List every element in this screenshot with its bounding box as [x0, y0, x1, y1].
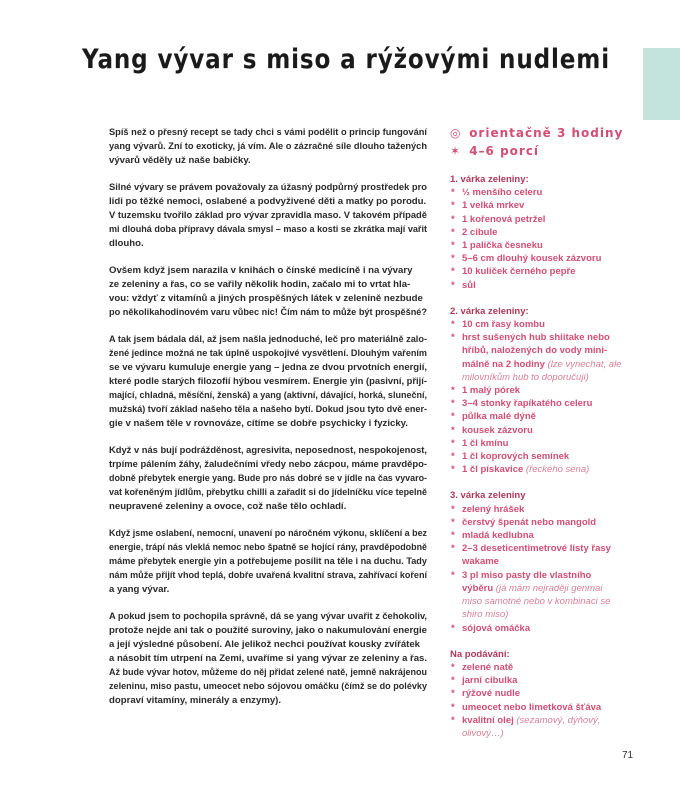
body-paragraph: [109, 264, 429, 320]
bullet-icon: *: [451, 200, 455, 212]
bullet-icon: *: [451, 714, 455, 726]
ingredient-text: 1 čl kmínu: [462, 437, 509, 449]
ingredient-note: (já mám nejraději genmai miso samotné nebo v kombinaci se shiro miso): [462, 582, 611, 621]
bullet-icon: *: [451, 213, 455, 225]
ingredient-text: zelené natě: [462, 661, 514, 673]
ingredient-text: 3 pl miso pasty dle vlastního výběru: [462, 569, 592, 594]
ingredient-item: [450, 661, 625, 674]
body-paragraph: [109, 181, 429, 251]
body-paragraph: [109, 126, 429, 168]
text-line: mužská) tvoří základ našeho těla a našeho bytí. Dokud jsou tyto dvě ener-: [109, 403, 428, 415]
bullet-icon: *: [451, 675, 455, 687]
ingredient-section: [450, 489, 625, 634]
prep-time-text: orientačně 3 hodiny: [469, 126, 624, 140]
ingredient-text: 3–4 stonky řapíkatého celeru: [462, 398, 593, 410]
text-line: dlouho.: [109, 237, 144, 249]
bullet-icon: *: [451, 569, 455, 581]
prep-time: [450, 124, 623, 142]
text-line: Až bude vývar hotov, můžeme do něj přidat zelené natě, jemně nakrájenou: [109, 666, 427, 678]
ingredient-item: [450, 331, 625, 384]
bullet-icon: *: [451, 464, 455, 476]
text-line: yang vývarů. Zní to exoticky, já vím. Ale o zázračné síle dlouho tažených: [109, 140, 428, 152]
ingredient-text: zelený hrášek: [462, 503, 525, 515]
ingredient-item: [450, 714, 625, 740]
text-line: Když v nás bují podrážděnost, agresivita, neposednost, nespokojenost,: [109, 445, 427, 457]
text-line: Silné vývary se právem považovaly za úžasný podpůrný prostředek pro: [109, 182, 427, 194]
text-line: a násobit tím utrpení na Zemi, uvaříme si yang vývar ze zeleniny a řas.: [109, 653, 428, 664]
ingredient-text: 10 cm řasy kombu: [462, 319, 545, 331]
ingredient-text: 1 kořenová petržel: [462, 213, 546, 225]
bullet-icon: *: [451, 240, 455, 252]
ingredient-item: [450, 213, 625, 226]
chapter-tab-marker: [643, 48, 680, 120]
text-line: mající, chladná, měsíční, ženská) a yang (aktivní, dávající, horká, sluneční,: [109, 390, 427, 401]
intro-text: [109, 126, 429, 721]
ingredient-item: [450, 701, 625, 714]
text-line: protože nejde ani tak o použité suroviny, jako o nakumulování energie: [109, 625, 428, 637]
bullet-icon: *: [451, 516, 455, 528]
ingredient-section: [450, 305, 625, 477]
text-line: žené jedince možná ne tak úplně uspokojivé vysvětlení. Dlouhým vařením: [109, 348, 427, 360]
ingredient-item: [450, 463, 625, 476]
bullet-icon: *: [451, 187, 455, 199]
body-paragraph: [109, 527, 429, 597]
text-line: neupravené zeleniny a ovoce, což naše tělo ochladí.: [109, 500, 347, 512]
ingredient-item: [450, 450, 625, 463]
text-line: vou: vždyť z vitamínů a jiných prospěšných látek v zelenině nezbude: [109, 293, 423, 305]
ingredient-section: [450, 648, 625, 740]
bullet-icon: *: [451, 319, 455, 331]
text-line: a yang vývar.: [109, 583, 170, 595]
ingredient-item: [450, 265, 625, 278]
text-line: dobně přebytek energie yang. Bude pro nás dobré se v jídle na čas vyvaro-: [109, 473, 428, 485]
ingredient-item: [450, 279, 625, 292]
bullet-icon: *: [451, 451, 455, 463]
text-line: Spíš než o přesný recept se tady chci s vámi podělit o princip fungování: [109, 127, 427, 138]
ingredient-item: [450, 503, 625, 516]
ingredient-item: [450, 516, 625, 529]
servings-text: 4–6 porcí: [469, 144, 540, 158]
star-icon: ✶: [450, 144, 462, 158]
bullet-icon: *: [451, 661, 455, 673]
body-paragraph: [109, 333, 429, 430]
text-line: nám může přijít vhod teplá, dobře uvařená kvalitní strava, zahřívací koření: [109, 569, 427, 581]
ingredient-text: umeocet nebo limetková šťáva: [462, 701, 602, 713]
ingredient-text: jarní cibulka: [462, 675, 518, 687]
text-line: Když jsme oslabení, nemocní, unavení po náročném výkonu, sklíčení a bez: [109, 528, 427, 540]
text-line: V tuzemsku tvořilo základ pro vývar zpravidla maso. V takovém případě: [109, 210, 427, 222]
recipe-title: Yang vývar s miso a rýžovými nudlemi: [82, 44, 610, 75]
ingredient-text: rýžové nudle: [462, 688, 521, 700]
text-line: dopraví vitamíny, minerály a enzymy).: [109, 694, 282, 706]
bullet-icon: *: [451, 385, 455, 397]
bullet-icon: *: [451, 543, 455, 555]
text-line: A pokud jsem to pochopila správně, dá se yang vývar uvařit z čehokoliv,: [109, 611, 428, 623]
ingredient-note: (řeckého sena): [525, 464, 590, 476]
text-line: zeleninu, miso pastu, umeocet nebo sójovou omáčku (čímž se do polévky: [109, 680, 427, 692]
bullet-icon: *: [451, 266, 455, 278]
bullet-icon: *: [451, 279, 455, 291]
ingredient-item: [450, 569, 625, 622]
spiral-clock-icon: ◎: [450, 126, 462, 140]
ingredient-item: [450, 199, 625, 212]
text-line: které podle starých filozofií hýbou vesmírem. Energie yin (pasivní, přijí-: [109, 376, 427, 388]
ingredient-text: ½ menšího celeru: [462, 187, 543, 199]
ingredient-item: [450, 384, 625, 397]
ingredient-text: 1 velká mrkev: [462, 200, 525, 212]
ingredient-item: [450, 239, 625, 252]
ingredient-text: 5–6 cm dlouhý kousek zázvoru: [462, 253, 602, 265]
bullet-icon: *: [451, 530, 455, 542]
ingredient-text: čerstvý špenát nebo mangold: [462, 516, 597, 528]
body-paragraph: [109, 610, 429, 707]
ingredient-text: 1 čl pískavice: [462, 464, 524, 476]
text-line: vat kořeněným jídlům, přebytku chilli a zařadit si do jídelníčku více tepelně: [109, 486, 428, 498]
ingredient-note: (sezamový, dýňový, olivový…): [462, 714, 601, 739]
text-line: vývarů věděly už naše babičky.: [109, 154, 251, 166]
text-line: A tak jsem bádala dál, až jsem našla jednoduché, leč pro materiálně zalo-: [109, 334, 428, 346]
ingredient-item: [450, 622, 625, 635]
page-number: 71: [622, 750, 634, 761]
section-title: 1. várka zeleniny:: [450, 174, 529, 185]
ingredient-section: [450, 173, 625, 292]
bullet-icon: *: [451, 437, 455, 449]
ingredient-text: 10 kuliček černého pepře: [462, 266, 576, 278]
bullet-icon: *: [451, 411, 455, 423]
bullet-icon: *: [451, 701, 455, 713]
ingredient-item: [450, 226, 625, 239]
ingredient-item: [450, 410, 625, 423]
ingredient-item: [450, 529, 625, 542]
bullet-icon: *: [451, 398, 455, 410]
bullet-icon: *: [451, 424, 455, 436]
section-title: Na podávání:: [450, 648, 510, 660]
body-paragraph: [109, 444, 429, 514]
ingredient-item: [450, 252, 625, 265]
text-line: energie, trápí nás vleklá nemoc nebo špatně se hojící rány, pravděpodobně: [109, 542, 427, 554]
text-line: lidi po těžké nemoci, oslabené a podvyživené děti a matky po porodu.: [109, 196, 427, 208]
ingredient-item: [450, 424, 625, 437]
section-title: 3. várka zeleniny: [450, 490, 526, 502]
ingredient-text: 1 čl koprových semínek: [462, 451, 570, 463]
ingredient-text: 1 palička česneku: [462, 240, 543, 252]
text-line: po několikahodinovém varu vůbec nic! Čím nám to může být prospěšné?: [109, 306, 427, 318]
bullet-icon: *: [451, 503, 455, 515]
text-line: mi dlouhá doba přípravy dávala smysl – maso a kosti se zkrátka mají vařit: [109, 223, 427, 235]
ingredient-item: [450, 397, 625, 410]
ingredient-text: sójová omáčka: [462, 622, 531, 634]
text-line: gie v našem těle v rovnováze, cítíme se dobře psychicky i fyzicky.: [109, 417, 408, 429]
bullet-icon: *: [451, 332, 455, 344]
ingredient-text: půlka malé dýně: [462, 411, 536, 423]
section-title: 2. várka zeleniny:: [450, 305, 529, 317]
ingredients-sidebar: [450, 124, 625, 740]
bullet-icon: *: [451, 253, 455, 265]
ingredient-item: [450, 674, 625, 687]
ingredient-text: 2–3 deseticentimetrové listy řasy wakame: [462, 543, 611, 568]
ingredient-text: mladá kedlubna: [462, 530, 534, 542]
ingredient-item: [450, 687, 625, 700]
text-line: Ovšem když jsem narazila v knihách o čínské medicíně i na vývary: [109, 265, 413, 277]
text-line: se ve vývaru kumuluje energie yang – jedna ze dvou prvotních energií,: [109, 362, 427, 374]
ingredient-text: sůl: [462, 279, 476, 291]
bullet-icon: *: [451, 226, 455, 238]
bullet-icon: *: [451, 622, 455, 634]
text-line: máme přebytek energie yin a potřebujeme posílit na těle i na duchu. Tady: [109, 556, 427, 568]
bullet-icon: *: [451, 688, 455, 700]
ingredient-text: 1 malý pórek: [462, 385, 521, 397]
text-line: trpíme pálením žáhy, žaludečními vředy nebo zácpou, máme pravděpo-: [109, 459, 428, 471]
ingredient-note: (lze vynechat, ale milovníkům hub to doporučuji): [462, 358, 622, 383]
text-line: ze zeleniny a řas, co se vařily několik hodin, začalo mi to vrtat hla-: [109, 279, 411, 291]
ingredient-text: hrst sušených hub shiitake nebo hříbů, naložených do vody minimálně na 2 hodiny: [462, 332, 610, 370]
ingredient-item: [450, 542, 625, 568]
ingredient-text: 2 cibule: [462, 226, 498, 238]
text-line: a její výsledné působení. Ale jelikož nechci používat kousky zvířátek: [109, 639, 421, 651]
ingredient-item: [450, 186, 625, 199]
ingredient-text: kousek zázvoru: [462, 424, 533, 436]
ingredient-text: kvalitní olej: [462, 714, 514, 726]
ingredient-item: [450, 318, 625, 331]
servings: [450, 142, 539, 160]
ingredient-item: [450, 437, 625, 450]
